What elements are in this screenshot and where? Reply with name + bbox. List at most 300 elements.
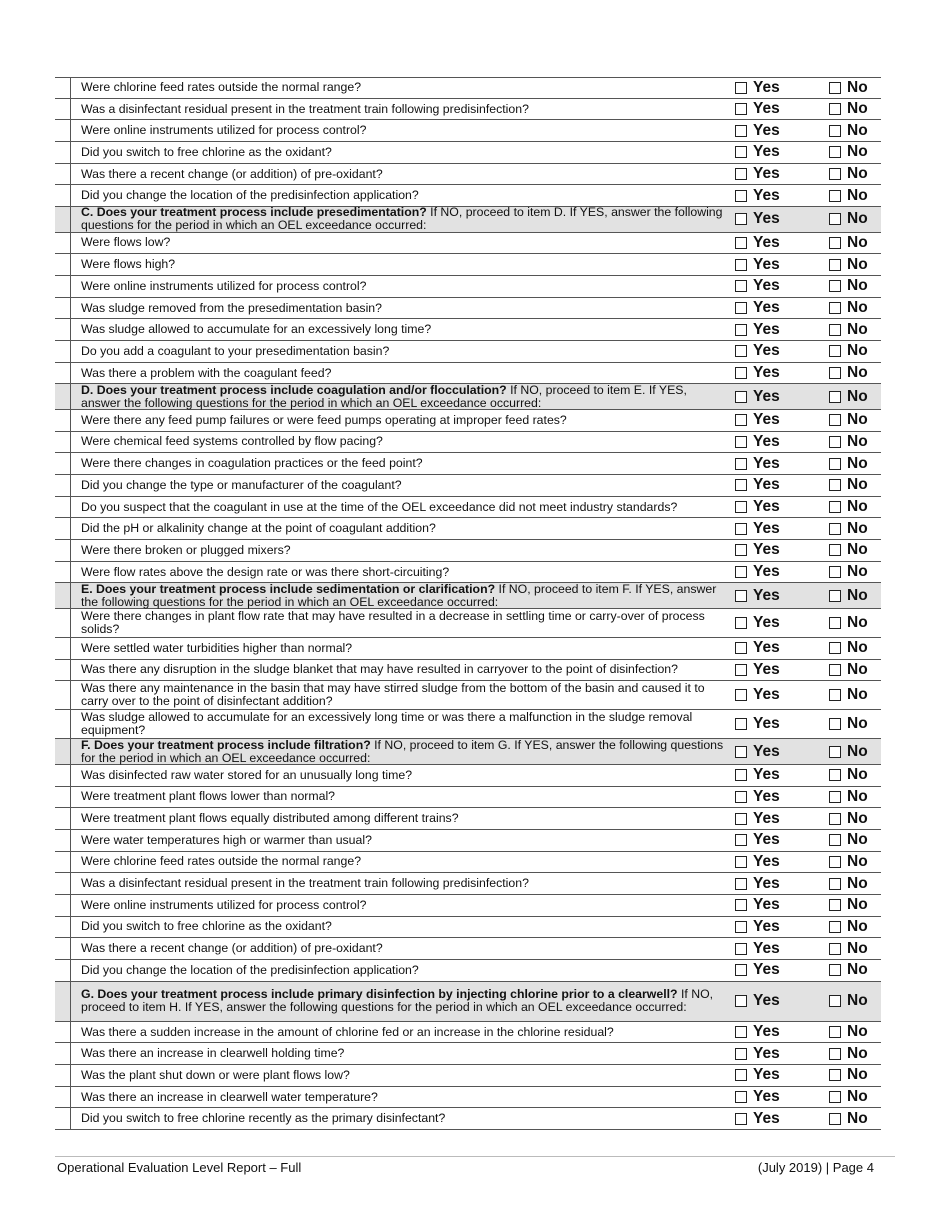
no-option[interactable] bbox=[829, 808, 881, 829]
no-checkbox[interactable] bbox=[829, 964, 841, 976]
question-label: Were there changes in plant flow rate that may have resulted in a decrease in settling time or carry-over of process solids? bbox=[81, 608, 705, 636]
yes-checkbox[interactable] bbox=[735, 566, 747, 578]
no-option[interactable] bbox=[829, 830, 881, 851]
no-checkbox[interactable] bbox=[829, 617, 841, 629]
question-label: Did you switch to free chlorine as the oxidant? bbox=[81, 919, 332, 934]
no-option[interactable] bbox=[829, 1065, 881, 1086]
no-checkbox[interactable] bbox=[829, 791, 841, 803]
question-text bbox=[71, 1065, 735, 1086]
question-text bbox=[71, 142, 735, 163]
yes-option[interactable] bbox=[735, 540, 829, 561]
no-checkbox[interactable] bbox=[829, 436, 841, 448]
question-label: If NO, proceed to item E. If YES, answer the following questions for the period in which an OEL exceedance occurred: bbox=[81, 382, 687, 410]
yes-label: Yes bbox=[753, 896, 780, 914]
yes-option[interactable] bbox=[735, 1087, 829, 1108]
question-row bbox=[55, 852, 881, 874]
row-gutter bbox=[55, 660, 71, 681]
no-checkbox[interactable] bbox=[829, 237, 841, 249]
yes-label: Yes bbox=[753, 852, 780, 870]
question-label: Were chemical feed systems controlled by flow pacing? bbox=[81, 434, 383, 449]
no-option[interactable] bbox=[829, 852, 881, 873]
question-row bbox=[55, 1108, 881, 1130]
question-label: Were there any feed pump failures or were feed pumps operating at improper feed rates? bbox=[81, 412, 567, 427]
yes-checkbox[interactable] bbox=[735, 237, 747, 249]
section-title: C. Does your treatment process include presedimentation? bbox=[81, 205, 427, 220]
yes-option[interactable] bbox=[735, 710, 829, 738]
question-label: Were online instruments utilized for process control? bbox=[81, 897, 367, 912]
no-option[interactable] bbox=[829, 78, 881, 98]
yes-option[interactable] bbox=[735, 341, 829, 362]
yes-label: Yes bbox=[753, 342, 780, 360]
yes-checkbox[interactable] bbox=[735, 168, 747, 180]
no-label: No bbox=[847, 613, 868, 631]
row-gutter bbox=[55, 852, 71, 873]
no-checkbox[interactable] bbox=[829, 458, 841, 470]
no-checkbox[interactable] bbox=[829, 391, 841, 403]
question-row bbox=[55, 1022, 881, 1044]
no-label: No bbox=[847, 1066, 868, 1084]
question-label: Do you add a coagulant to your presedimentation basin? bbox=[81, 343, 390, 358]
yes-option[interactable] bbox=[735, 583, 829, 608]
no-checkbox[interactable] bbox=[829, 302, 841, 314]
yes-option[interactable] bbox=[735, 562, 829, 583]
no-option[interactable] bbox=[829, 384, 881, 409]
yes-option[interactable] bbox=[735, 142, 829, 163]
no-label: No bbox=[847, 686, 868, 704]
yes-option[interactable] bbox=[735, 363, 829, 384]
yes-checkbox[interactable] bbox=[735, 190, 747, 202]
no-checkbox[interactable] bbox=[829, 1113, 841, 1125]
no-option[interactable] bbox=[829, 453, 881, 474]
yes-option[interactable] bbox=[735, 99, 829, 120]
question-text bbox=[71, 895, 735, 916]
no-checkbox[interactable] bbox=[829, 259, 841, 271]
yes-checkbox[interactable] bbox=[735, 617, 747, 629]
question-label: Did the pH or alkalinity change at the point of coagulant addition? bbox=[81, 521, 436, 536]
no-label: No bbox=[847, 519, 868, 537]
yes-option[interactable] bbox=[735, 276, 829, 297]
yes-checkbox[interactable] bbox=[735, 213, 747, 225]
question-label: Was a disinfectant residual present in the treatment train following predisinfection? bbox=[81, 876, 529, 891]
yes-checkbox[interactable] bbox=[735, 689, 747, 701]
row-gutter bbox=[55, 638, 71, 659]
no-option[interactable] bbox=[829, 540, 881, 561]
yes-checkbox[interactable] bbox=[735, 391, 747, 403]
no-checkbox[interactable] bbox=[829, 590, 841, 602]
no-option[interactable] bbox=[829, 363, 881, 384]
row-gutter bbox=[55, 830, 71, 851]
no-checkbox[interactable] bbox=[829, 746, 841, 758]
no-label: No bbox=[847, 961, 868, 979]
yes-checkbox[interactable] bbox=[735, 544, 747, 556]
no-checkbox[interactable] bbox=[829, 689, 841, 701]
question-label: Were chlorine feed rates outside the normal range? bbox=[81, 80, 362, 95]
yes-checkbox[interactable] bbox=[735, 523, 747, 535]
no-label: No bbox=[847, 896, 868, 914]
question-label: Do you suspect that the coagulant in use at the time of the OEL exceedance did not meet industry standards? bbox=[81, 499, 678, 514]
section-header-row bbox=[55, 384, 881, 410]
yes-option[interactable] bbox=[735, 765, 829, 786]
no-checkbox[interactable] bbox=[829, 566, 841, 578]
yes-checkbox[interactable] bbox=[735, 1091, 747, 1103]
yes-option[interactable] bbox=[735, 254, 829, 275]
no-checkbox[interactable] bbox=[829, 1048, 841, 1060]
question-text bbox=[71, 852, 735, 873]
no-checkbox[interactable] bbox=[829, 813, 841, 825]
row-gutter bbox=[55, 873, 71, 894]
yes-option[interactable] bbox=[735, 660, 829, 681]
yes-option[interactable] bbox=[735, 638, 829, 659]
no-option[interactable] bbox=[829, 341, 881, 362]
no-label: No bbox=[847, 1044, 868, 1062]
yes-option[interactable] bbox=[735, 453, 829, 474]
no-option[interactable] bbox=[829, 475, 881, 496]
yes-checkbox[interactable] bbox=[735, 856, 747, 868]
no-checkbox[interactable] bbox=[829, 995, 841, 1007]
yes-checkbox[interactable] bbox=[735, 146, 747, 158]
yes-checkbox[interactable] bbox=[735, 590, 747, 602]
yes-checkbox[interactable] bbox=[735, 367, 747, 379]
yes-option[interactable] bbox=[735, 518, 829, 539]
yes-label: Yes bbox=[753, 874, 780, 892]
question-label: Were treatment plant flows lower than normal? bbox=[81, 789, 336, 804]
question-label: Were there changes in coagulation practices or the feed point? bbox=[81, 456, 423, 471]
yes-checkbox[interactable] bbox=[735, 324, 747, 336]
row-gutter bbox=[55, 765, 71, 786]
section-header-row bbox=[55, 207, 881, 233]
no-checkbox[interactable] bbox=[829, 544, 841, 556]
yes-option[interactable] bbox=[735, 681, 829, 709]
no-checkbox[interactable] bbox=[829, 280, 841, 292]
yes-label: Yes bbox=[753, 1066, 780, 1084]
no-label: No bbox=[847, 299, 868, 317]
no-option[interactable] bbox=[829, 185, 881, 206]
no-option[interactable] bbox=[829, 410, 881, 431]
yes-option[interactable] bbox=[735, 185, 829, 206]
question-label: Was there a recent change (or addition) of pre-oxidant? bbox=[81, 941, 383, 956]
no-option[interactable] bbox=[829, 432, 881, 453]
yes-checkbox[interactable] bbox=[735, 899, 747, 911]
yes-checkbox[interactable] bbox=[735, 878, 747, 890]
yes-checkbox[interactable] bbox=[735, 82, 747, 94]
question-row bbox=[55, 660, 881, 682]
no-option[interactable] bbox=[829, 254, 881, 275]
no-option[interactable] bbox=[829, 710, 881, 738]
row-gutter bbox=[55, 895, 71, 916]
row-gutter bbox=[55, 808, 71, 829]
yes-checkbox[interactable] bbox=[735, 345, 747, 357]
question-row bbox=[55, 319, 881, 341]
yes-checkbox[interactable] bbox=[735, 501, 747, 513]
no-option[interactable] bbox=[829, 142, 881, 163]
no-option[interactable] bbox=[829, 562, 881, 583]
no-option[interactable] bbox=[829, 1087, 881, 1108]
yes-option[interactable] bbox=[735, 164, 829, 185]
no-option[interactable] bbox=[829, 497, 881, 518]
yes-checkbox[interactable] bbox=[735, 995, 747, 1007]
no-checkbox[interactable] bbox=[829, 168, 841, 180]
question-label: Were online instruments utilized for process control? bbox=[81, 123, 367, 138]
section-question bbox=[71, 384, 735, 409]
yes-checkbox[interactable] bbox=[735, 125, 747, 137]
no-label: No bbox=[847, 78, 868, 96]
yes-label: Yes bbox=[753, 1088, 780, 1106]
yes-option[interactable] bbox=[735, 120, 829, 141]
yes-checkbox[interactable] bbox=[735, 642, 747, 654]
no-checkbox[interactable] bbox=[829, 190, 841, 202]
no-checkbox[interactable] bbox=[829, 878, 841, 890]
question-label: Were flows high? bbox=[81, 257, 176, 272]
yes-option[interactable] bbox=[735, 808, 829, 829]
no-checkbox[interactable] bbox=[829, 921, 841, 933]
question-text bbox=[71, 1043, 735, 1064]
no-checkbox[interactable] bbox=[829, 345, 841, 357]
no-checkbox[interactable] bbox=[829, 1091, 841, 1103]
row-gutter bbox=[55, 319, 71, 340]
row-gutter bbox=[55, 384, 71, 409]
no-option[interactable] bbox=[829, 982, 881, 1021]
question-label: Were chlorine feed rates outside the normal range? bbox=[81, 854, 362, 869]
yes-checkbox[interactable] bbox=[735, 791, 747, 803]
no-option[interactable] bbox=[829, 1022, 881, 1043]
no-label: No bbox=[847, 186, 868, 204]
yes-label: Yes bbox=[753, 255, 780, 273]
no-label: No bbox=[847, 165, 868, 183]
no-checkbox[interactable] bbox=[829, 664, 841, 676]
no-option[interactable] bbox=[829, 1043, 881, 1064]
no-option[interactable] bbox=[829, 895, 881, 916]
row-gutter bbox=[55, 432, 71, 453]
yes-label: Yes bbox=[753, 541, 780, 559]
yes-option[interactable] bbox=[735, 982, 829, 1021]
question-row bbox=[55, 298, 881, 320]
no-option[interactable] bbox=[829, 120, 881, 141]
question-text bbox=[71, 319, 735, 340]
yes-option[interactable] bbox=[735, 497, 829, 518]
no-checkbox[interactable] bbox=[829, 943, 841, 955]
yes-checkbox[interactable] bbox=[735, 458, 747, 470]
yes-option[interactable] bbox=[735, 410, 829, 431]
no-checkbox[interactable] bbox=[829, 414, 841, 426]
yes-checkbox[interactable] bbox=[735, 103, 747, 115]
row-gutter bbox=[55, 341, 71, 362]
no-checkbox[interactable] bbox=[829, 82, 841, 94]
no-option[interactable] bbox=[829, 960, 881, 981]
question-text bbox=[71, 341, 735, 362]
no-label: No bbox=[847, 364, 868, 382]
no-option[interactable] bbox=[829, 583, 881, 608]
yes-label: Yes bbox=[753, 939, 780, 957]
yes-checkbox[interactable] bbox=[735, 280, 747, 292]
yes-label: Yes bbox=[753, 411, 780, 429]
question-row bbox=[55, 638, 881, 660]
yes-label: Yes bbox=[753, 742, 780, 760]
yes-option[interactable] bbox=[735, 895, 829, 916]
question-row bbox=[55, 120, 881, 142]
yes-option[interactable] bbox=[735, 787, 829, 808]
no-label: No bbox=[847, 852, 868, 870]
no-checkbox[interactable] bbox=[829, 213, 841, 225]
no-checkbox[interactable] bbox=[829, 103, 841, 115]
no-option[interactable] bbox=[829, 1108, 881, 1129]
yes-label: Yes bbox=[753, 831, 780, 849]
no-option[interactable] bbox=[829, 319, 881, 340]
no-option[interactable] bbox=[829, 681, 881, 709]
no-label: No bbox=[847, 766, 868, 784]
no-checkbox[interactable] bbox=[829, 501, 841, 513]
yes-option[interactable] bbox=[735, 938, 829, 959]
question-row bbox=[55, 808, 881, 830]
no-checkbox[interactable] bbox=[829, 718, 841, 730]
yes-option[interactable] bbox=[735, 319, 829, 340]
yes-checkbox[interactable] bbox=[735, 964, 747, 976]
no-option[interactable] bbox=[829, 518, 881, 539]
no-option[interactable] bbox=[829, 609, 881, 637]
no-option[interactable] bbox=[829, 917, 881, 938]
yes-label: Yes bbox=[753, 121, 780, 139]
no-label: No bbox=[847, 660, 868, 678]
yes-option[interactable] bbox=[735, 298, 829, 319]
no-checkbox[interactable] bbox=[829, 856, 841, 868]
no-checkbox[interactable] bbox=[829, 1026, 841, 1038]
question-text bbox=[71, 185, 735, 206]
yes-option[interactable] bbox=[735, 432, 829, 453]
no-label: No bbox=[847, 563, 868, 581]
yes-label: Yes bbox=[753, 586, 780, 604]
yes-checkbox[interactable] bbox=[735, 718, 747, 730]
row-gutter bbox=[55, 540, 71, 561]
question-text bbox=[71, 638, 735, 659]
no-option[interactable] bbox=[829, 660, 881, 681]
yes-option[interactable] bbox=[735, 233, 829, 254]
yes-checkbox[interactable] bbox=[735, 813, 747, 825]
question-label: Were treatment plant flows equally distributed among different trains? bbox=[81, 811, 459, 826]
question-row bbox=[55, 363, 881, 385]
no-option[interactable] bbox=[829, 938, 881, 959]
yes-checkbox[interactable] bbox=[735, 479, 747, 491]
yes-checkbox[interactable] bbox=[735, 436, 747, 448]
question-row bbox=[55, 185, 881, 207]
yes-option[interactable] bbox=[735, 1108, 829, 1129]
yes-checkbox[interactable] bbox=[735, 921, 747, 933]
no-checkbox[interactable] bbox=[829, 642, 841, 654]
section-title: D. Does your treatment process include coagulation and/or flocculation? bbox=[81, 382, 507, 397]
yes-option[interactable] bbox=[735, 739, 829, 764]
yes-option[interactable] bbox=[735, 1043, 829, 1064]
yes-option[interactable] bbox=[735, 830, 829, 851]
no-option[interactable] bbox=[829, 99, 881, 120]
no-label: No bbox=[847, 432, 868, 450]
row-gutter bbox=[55, 938, 71, 959]
row-gutter bbox=[55, 233, 71, 254]
section-question bbox=[71, 583, 735, 608]
no-checkbox[interactable] bbox=[829, 479, 841, 491]
yes-option[interactable] bbox=[735, 1022, 829, 1043]
no-checkbox[interactable] bbox=[829, 367, 841, 379]
no-option[interactable] bbox=[829, 739, 881, 764]
yes-checkbox[interactable] bbox=[735, 414, 747, 426]
question-row bbox=[55, 453, 881, 475]
yes-option[interactable] bbox=[735, 384, 829, 409]
question-row bbox=[55, 562, 881, 584]
question-row bbox=[55, 410, 881, 432]
question-text bbox=[71, 830, 735, 851]
question-row bbox=[55, 518, 881, 540]
yes-option[interactable] bbox=[735, 78, 829, 98]
yes-checkbox[interactable] bbox=[735, 834, 747, 846]
no-option[interactable] bbox=[829, 233, 881, 254]
no-label: No bbox=[847, 742, 868, 760]
yes-checkbox[interactable] bbox=[735, 1026, 747, 1038]
no-checkbox[interactable] bbox=[829, 146, 841, 158]
yes-option[interactable] bbox=[735, 960, 829, 981]
yes-checkbox[interactable] bbox=[735, 1113, 747, 1125]
yes-option[interactable] bbox=[735, 917, 829, 938]
yes-option[interactable] bbox=[735, 1065, 829, 1086]
yes-label: Yes bbox=[753, 686, 780, 704]
question-row bbox=[55, 681, 881, 710]
yes-checkbox[interactable] bbox=[735, 746, 747, 758]
question-text bbox=[71, 787, 735, 808]
no-label: No bbox=[847, 210, 868, 228]
row-gutter bbox=[55, 120, 71, 141]
no-checkbox[interactable] bbox=[829, 523, 841, 535]
question-label: Was there any disruption in the sludge blanket that may have resulted in carryover to the point of disinfection? bbox=[81, 662, 678, 677]
yes-option[interactable] bbox=[735, 207, 829, 232]
question-row bbox=[55, 497, 881, 519]
question-label: Was there an increase in clearwell holding time? bbox=[81, 1046, 345, 1061]
yes-checkbox[interactable] bbox=[735, 259, 747, 271]
question-text bbox=[71, 660, 735, 681]
yes-checkbox[interactable] bbox=[735, 943, 747, 955]
question-label: Was there a problem with the coagulant feed? bbox=[81, 365, 332, 380]
yes-option[interactable] bbox=[735, 873, 829, 894]
yes-label: Yes bbox=[753, 165, 780, 183]
yes-option[interactable] bbox=[735, 852, 829, 873]
no-checkbox[interactable] bbox=[829, 125, 841, 137]
no-label: No bbox=[847, 809, 868, 827]
no-option[interactable] bbox=[829, 298, 881, 319]
no-checkbox[interactable] bbox=[829, 899, 841, 911]
no-option[interactable] bbox=[829, 276, 881, 297]
no-option[interactable] bbox=[829, 207, 881, 232]
no-checkbox[interactable] bbox=[829, 324, 841, 336]
question-label: Were flows low? bbox=[81, 235, 171, 250]
no-checkbox[interactable] bbox=[829, 769, 841, 781]
question-text bbox=[71, 808, 735, 829]
yes-option[interactable] bbox=[735, 609, 829, 637]
no-option[interactable] bbox=[829, 873, 881, 894]
yes-label: Yes bbox=[753, 364, 780, 382]
no-option[interactable] bbox=[829, 164, 881, 185]
no-checkbox[interactable] bbox=[829, 1069, 841, 1081]
yes-option[interactable] bbox=[735, 475, 829, 496]
yes-checkbox[interactable] bbox=[735, 302, 747, 314]
yes-checkbox[interactable] bbox=[735, 664, 747, 676]
section-question bbox=[71, 207, 735, 232]
yes-label: Yes bbox=[753, 715, 780, 733]
no-checkbox[interactable] bbox=[829, 834, 841, 846]
section-title: F. Does your treatment process include filtration? bbox=[81, 737, 371, 752]
yes-label: Yes bbox=[753, 299, 780, 317]
yes-checkbox[interactable] bbox=[735, 769, 747, 781]
yes-checkbox[interactable] bbox=[735, 1069, 747, 1081]
question-label: Were there broken or plugged mixers? bbox=[81, 542, 291, 557]
no-option[interactable] bbox=[829, 638, 881, 659]
no-option[interactable] bbox=[829, 765, 881, 786]
yes-checkbox[interactable] bbox=[735, 1048, 747, 1060]
no-option[interactable] bbox=[829, 787, 881, 808]
